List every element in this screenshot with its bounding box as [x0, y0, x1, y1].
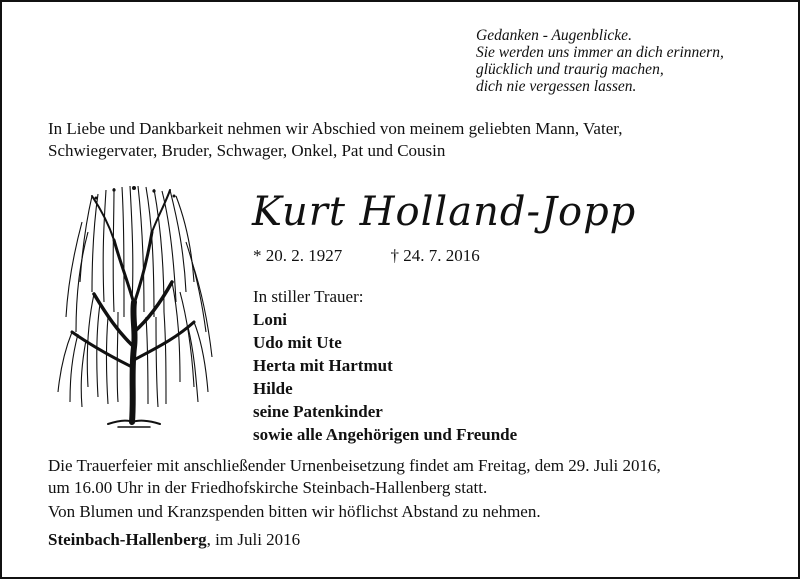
poem: [476, 27, 724, 95]
life-dates: [253, 245, 480, 267]
mourner-name: Herta mit Hartmut: [253, 356, 393, 375]
funeral-line: Die Trauerfeier mit anschließender Urnenbeisetzung findet am Freitag, dem 29. Juli 2016,: [48, 456, 661, 475]
birth-date: * 20. 2. 1927: [253, 246, 343, 265]
place-name: Steinbach-Hallenberg: [48, 530, 207, 549]
weeping-willow-icon: [48, 182, 220, 430]
deceased-name: Kurt Holland-Jopp: [252, 189, 637, 235]
poem-line: Gedanken - Augenblicke.: [476, 27, 632, 44]
poem-line: glücklich und traurig machen,: [476, 61, 664, 78]
mourner-name: Hilde: [253, 379, 293, 398]
intro-line: Schwiegervater, Bruder, Schwager, Onkel, Pat und Cousin: [48, 141, 446, 160]
notice-date: , im Juli 2016: [206, 530, 301, 549]
mourners-list: [253, 285, 517, 446]
death-date: † 24. 7. 2016: [390, 246, 480, 265]
mourner-name: Udo mit Ute: [253, 333, 342, 352]
poem-line: Sie werden uns immer an dich erinnern,: [476, 44, 724, 61]
place-date: [48, 529, 300, 551]
poem-line: dich nie vergessen lassen.: [476, 78, 637, 95]
mourners-label: In stiller Trauer:: [253, 287, 364, 306]
mourner-name: sowie alle Angehörigen und Freunde: [253, 425, 518, 444]
flowers-note: Von Blumen und Kranzspenden bitten wir höflichst Abstand zu nehmen.: [48, 502, 541, 521]
mourner-name: Loni: [253, 310, 288, 329]
intro-text: [48, 118, 760, 162]
mourner-name: seine Patenkinder: [253, 402, 383, 421]
funeral-info: [48, 455, 768, 499]
funeral-line: um 16.00 Uhr in der Friedhofskirche Steinbach-Hallenberg statt.: [48, 478, 488, 497]
intro-line: In Liebe und Dankbarkeit nehmen wir Abschied von meinem geliebten Mann, Vater,: [48, 119, 623, 138]
